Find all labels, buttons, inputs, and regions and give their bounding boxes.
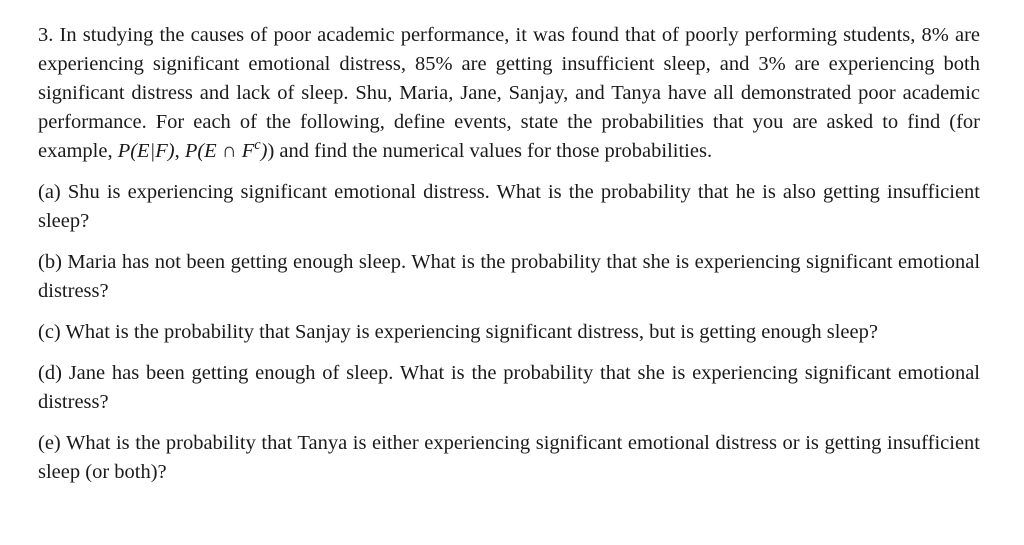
part-text: What is the probability that Tanya is either experiencing significant emotional distress or is getting insufficient sleep (or both)? <box>38 432 980 483</box>
intro-end: ) and find the numerical values for those probabilities. <box>267 140 713 162</box>
example-formula-2 <box>184 137 268 162</box>
part-e <box>38 429 980 487</box>
example-formula-2-close: ) <box>260 140 268 162</box>
part-label: (a) <box>38 181 61 203</box>
part-text: Shu is experiencing significant emotional distress. What is the probability that he is also getting insufficient sleep? <box>38 181 980 232</box>
part-b <box>38 248 980 306</box>
part-d <box>38 359 980 417</box>
part-c <box>38 318 980 347</box>
part-text: Jane has been getting enough of sleep. What is the probability that she is experiencing significant emotional distress? <box>38 362 981 413</box>
part-label: (e) <box>38 432 61 454</box>
part-a <box>38 178 980 236</box>
example-formula-1: P(E|F) <box>117 140 175 162</box>
problem-number: 3. <box>38 24 54 46</box>
problem-intro <box>38 21 980 166</box>
problem-document <box>38 21 980 487</box>
example-separator: , <box>174 140 185 162</box>
intro-text: In studying the causes of poor academic performance, it was found that of poorly performing students, 8% are experiencing significant emotional distress, 85% are getting insufficient sleep, and 3% are experiencing both significant distress and lack of sleep. Shu, Maria, Jane, Sanjay, and Tanya have all demonstrated poor academic performance. For each of the following, define events, state the probabilities that you are asked to find (for example, <box>38 24 981 162</box>
part-label: (b) <box>38 251 62 273</box>
part-text: What is the probability that Sanjay is experiencing significant distress, but is getting enough sleep? <box>65 321 878 343</box>
part-text: Maria has not been getting enough sleep. What is the probability that she is experiencing significant emotional distress? <box>38 251 981 302</box>
example-formula-2-main: P(E ∩ F <box>184 140 255 162</box>
complement-superscript: c <box>254 137 261 154</box>
part-label: (c) <box>38 321 61 343</box>
part-label: (d) <box>38 362 62 384</box>
